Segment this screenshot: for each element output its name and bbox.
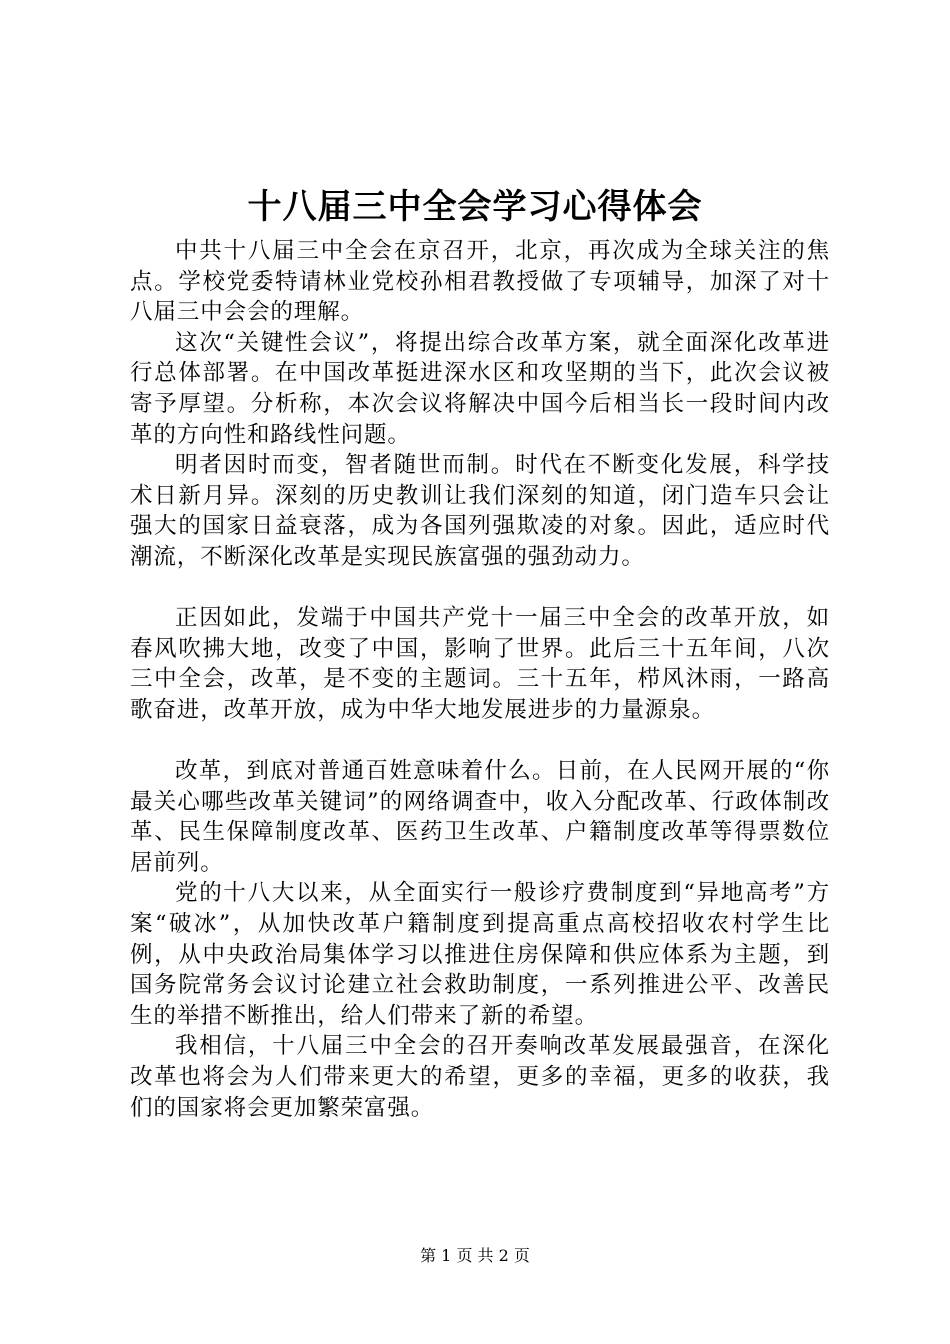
paragraph-2: 这次“关键性会议”，将提出综合改革方案，就全面深化改革进行总体部署。在中国改革挺进深水区和攻坚期的当下，此次会议被寄予厚望。分析称，本次会议将解决中国今后相当长一段时间内改革的方向性和路线性问题。 [130, 329, 830, 448]
paragraph-1: 中共十八届三中全会在京召开，北京，再次成为全球关注的焦点。学校党委特请林业党校孙相君教授做了专项辅导，加深了对十八届三中会会的理解。 [130, 238, 830, 326]
page-footer: 第 1 页 共 2 页 [420, 1246, 530, 1265]
document-title: 十八届三中全会学习心得体会 [247, 187, 703, 227]
document-body [130, 236, 830, 1123]
paragraph-6: 党的十八大以来，从全面实行一般诊疗费制度到“异地高考”方案“破冰”，从加快改革户籍制度到提高重点高校招收农村学生比例，从中央政治局集体学习以推进住房保障和供应体系为主题，到国务院常务会议讨论建立社会救助制度，一系列推进公平、改善民生的举措不断推出，给人们带来了新的希望。 [130, 880, 830, 1029]
paragraph-3: 明者因时而变，智者随世而制。时代在不断变化发展，科学技术日新月异。深刻的历史教训让我们深刻的知道，闭门造车只会让强大的国家日益衰落，成为各国列强欺凌的对象。因此，适应时代潮流，不断深化改革是实现民族富强的强劲动力。 [130, 452, 830, 570]
paragraph-4: 正因如此，发端于中国共产党十一届三中全会的改革开放，如春风吹拂大地，改变了中国，影响了世界。此后三十五年间，八次三中全会，改革，是不变的主题词。三十五年，栉风沐雨，一路高歌奋进，改革开放，成为中华大地发展进步的力量源泉。 [130, 605, 830, 723]
paragraph-5: 改革，到底对普通百姓意味着什么。日前，在人民网开展的“你最关心哪些改革关键词”的网络调查中，收入分配改革、行政体制改革、民生保障制度改革、医药卫生改革、户籍制度改革等得票数位居前列。 [130, 758, 830, 876]
paragraph-7: 我相信，十八届三中全会的召开奏响改革发展最强音，在深化改革也将会为人们带来更大的希望，更多的幸福，更多的收获，我们的国家将会更加繁荣富强。 [130, 1033, 830, 1121]
